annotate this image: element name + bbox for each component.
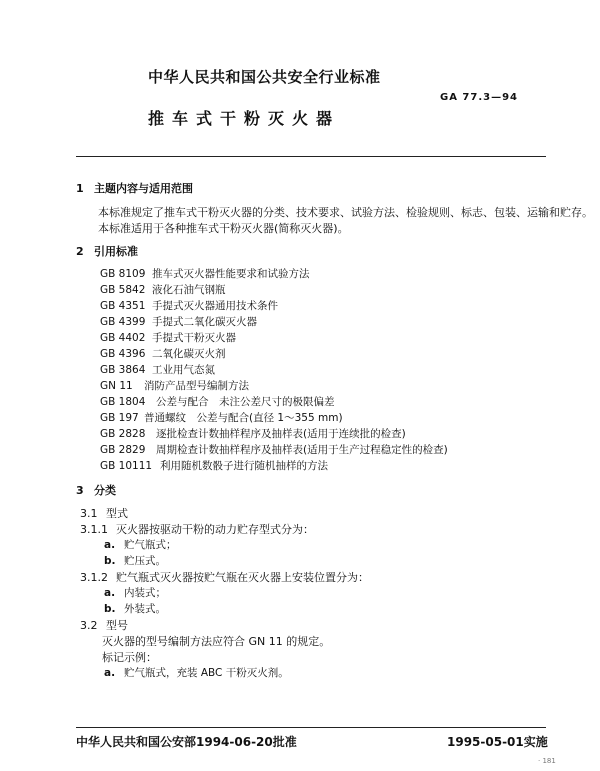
reference-item xyxy=(100,330,236,345)
list-item xyxy=(104,665,289,680)
section-1-heading xyxy=(76,180,193,196)
subsection-3-2-heading xyxy=(80,617,128,633)
clause-3-1-1 xyxy=(80,521,314,537)
reference-title: 逐批检查计数抽样程序及抽样表(适用于连续批的检查) xyxy=(156,428,406,440)
reference-code: GB 1804 xyxy=(100,396,146,408)
reference-code: GB 10111 xyxy=(100,460,153,472)
reference-code: GB 3864 xyxy=(100,364,146,376)
reference-code: GN 11 xyxy=(100,380,133,392)
section-title: 引用标准 xyxy=(94,245,138,258)
subsection-number: 3.1 xyxy=(80,507,98,520)
page-number: · 181 xyxy=(538,757,556,765)
reference-item xyxy=(100,442,448,457)
reference-title: 消防产品型号编制方法 xyxy=(144,380,249,392)
reference-title: 周期检查计数抽样程序及抽样表(适用于生产过程稳定性的检查) xyxy=(156,444,448,456)
list-item xyxy=(104,553,166,568)
list-text: 外装式。 xyxy=(124,603,166,615)
reference-item xyxy=(100,458,328,473)
reference-item xyxy=(100,266,310,281)
reference-item xyxy=(100,378,249,393)
reference-title: 液化石油气钢瓶 xyxy=(152,284,226,296)
reference-title: 普通螺纹 公差与配合(直径 1～355 mm) xyxy=(144,412,343,424)
reference-item xyxy=(100,314,257,329)
reference-title: 工业用气态氮 xyxy=(152,364,215,376)
document-title: 推车式干粉灭火器 xyxy=(148,109,341,128)
list-text: 贮气瓶式； xyxy=(124,539,177,551)
section-1-paragraph-1: 本标准规定了推车式干粉灭火器的分类、技术要求、试验方法、检验规则、标志、包装、运输和贮存。 xyxy=(98,206,593,219)
reference-code: GB 4402 xyxy=(100,332,146,344)
list-label: a. xyxy=(104,587,116,599)
standard-category-title: 中华人民共和国公共安全行业标准 xyxy=(148,68,381,86)
list-item xyxy=(104,601,166,616)
clause-text: 贮气瓶式灭火器按贮气瓶在灭火器上安装位置分为： xyxy=(116,571,369,584)
reference-item xyxy=(100,298,278,313)
subsection-title: 型号 xyxy=(106,619,128,632)
subsection-3-2-paragraph-1: 灭火器的型号编制方法应符合 GN 11 的规定。 xyxy=(102,635,331,648)
reference-item xyxy=(100,362,215,377)
list-text: 贮气瓶式，充装 ABC 干粉灭火剂。 xyxy=(124,667,289,679)
effective-date: 1995-05-01实施 xyxy=(447,735,548,749)
reference-code: GB 5842 xyxy=(100,284,146,296)
section-3-heading xyxy=(76,482,116,498)
reference-code: GB 4399 xyxy=(100,316,146,328)
clause-3-1-2 xyxy=(80,569,369,585)
standard-code: GA 77.3—94 xyxy=(440,92,519,103)
section-2-heading xyxy=(76,243,138,259)
list-item xyxy=(104,537,177,552)
reference-title: 推车式灭火器性能要求和试验方法 xyxy=(152,268,310,280)
reference-title: 手提式二氧化碳灭火器 xyxy=(152,316,257,328)
reference-title: 公差与配合 未注公差尺寸的极限偏差 xyxy=(156,396,335,408)
clause-text: 灭火器按驱动干粉的动力贮存型式分为： xyxy=(116,523,314,536)
subsection-number: 3.2 xyxy=(80,619,98,632)
reference-title: 利用随机数骰子进行随机抽样的方法 xyxy=(160,460,328,472)
reference-item xyxy=(100,394,335,409)
reference-code: GB 197 xyxy=(100,412,139,424)
reference-code: GB 2828 xyxy=(100,428,146,440)
subsection-3-1-heading xyxy=(80,505,128,521)
header-divider xyxy=(76,156,546,157)
reference-title: 手提式灭火器通用技术条件 xyxy=(152,300,278,312)
reference-code: GB 2829 xyxy=(100,444,146,456)
section-title: 分类 xyxy=(94,484,116,497)
section-1-paragraph-2: 本标准适用于各种推车式干粉灭火器(简称灭火器)。 xyxy=(98,222,349,235)
reference-title: 二氧化碳灭火剂 xyxy=(152,348,226,360)
reference-item xyxy=(100,426,406,441)
section-number: 1 xyxy=(76,182,84,195)
reference-item xyxy=(100,410,343,425)
reference-item xyxy=(100,282,226,297)
subsection-title: 型式 xyxy=(106,507,128,520)
reference-code: GB 4396 xyxy=(100,348,146,360)
subsection-3-2-paragraph-2: 标记示例： xyxy=(102,651,157,664)
approval-line: 中华人民共和国公安部1994-06-20批准 xyxy=(76,735,297,749)
section-title: 主题内容与适用范围 xyxy=(94,182,193,195)
reference-code: GB 8109 xyxy=(100,268,146,280)
reference-title: 手提式干粉灭火器 xyxy=(152,332,236,344)
list-label: a. xyxy=(104,539,116,551)
clause-number: 3.1.1 xyxy=(80,523,108,536)
section-number: 3 xyxy=(76,484,84,497)
list-item xyxy=(104,585,166,600)
footer-divider xyxy=(76,727,546,728)
list-label: a. xyxy=(104,667,116,679)
section-number: 2 xyxy=(76,245,84,258)
list-text: 贮压式。 xyxy=(124,555,166,567)
reference-code: GB 4351 xyxy=(100,300,146,312)
clause-number: 3.1.2 xyxy=(80,571,108,584)
list-label: b. xyxy=(104,603,116,615)
list-text: 内装式； xyxy=(124,587,166,599)
list-label: b. xyxy=(104,555,116,567)
reference-item xyxy=(100,346,226,361)
